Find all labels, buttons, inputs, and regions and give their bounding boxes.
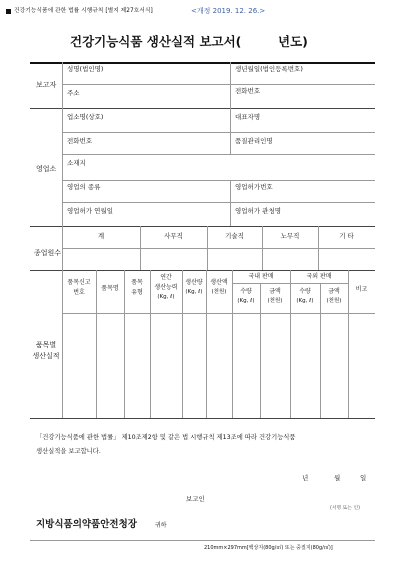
col-divider bbox=[230, 108, 231, 154]
export-amt-unit: (천원) bbox=[326, 298, 342, 304]
reporter-name-label: 성명(법인명) bbox=[67, 65, 104, 73]
col-divider bbox=[150, 270, 151, 418]
table-top-rule bbox=[30, 62, 375, 64]
col-note: 비고 bbox=[355, 286, 368, 293]
date-month: 월 bbox=[334, 474, 341, 482]
form-title: 건강기능식품 생산실적 보고서( bbox=[70, 34, 242, 49]
col-item-type: 품목 bbox=[131, 279, 143, 286]
col-capacity-unit: (Kg, ℓ) bbox=[157, 294, 175, 300]
col-capacity-2: 생산능력 bbox=[154, 284, 178, 291]
export-qty: 수량 bbox=[299, 288, 311, 295]
rule bbox=[30, 108, 375, 109]
permit-number-label: 영업허가번호 bbox=[235, 183, 273, 191]
reporter-address-label: 주소 bbox=[67, 89, 80, 97]
employees-col-total: 계 bbox=[97, 232, 105, 240]
rule bbox=[62, 202, 375, 203]
rule bbox=[62, 180, 375, 181]
col-domestic-sales: 국내 판매 bbox=[248, 273, 274, 280]
col-capacity: 연간 bbox=[160, 274, 172, 281]
date-year: 년 bbox=[302, 474, 309, 482]
domestic-amt: 금액 bbox=[269, 288, 281, 295]
business-phone-label: 전화번호 bbox=[67, 137, 93, 145]
rule bbox=[62, 84, 375, 85]
col-amount: 생산액 bbox=[210, 279, 228, 286]
employees-col-technical: 기술직 bbox=[225, 232, 244, 240]
col-divider bbox=[230, 62, 231, 108]
rule bbox=[62, 313, 375, 314]
domestic-qty-unit: (Kg, ℓ) bbox=[237, 298, 255, 304]
date-day: 일 bbox=[360, 474, 367, 482]
export-qty-unit: (Kg, ℓ) bbox=[296, 298, 314, 304]
business-location-label: 소재지 bbox=[67, 159, 86, 167]
production-section-label: 품목별 bbox=[35, 341, 57, 349]
form-title-year-suffix: 년도) bbox=[278, 34, 308, 49]
col-item-name: 품목명 bbox=[101, 285, 119, 292]
revision-note: <개정 2019. 12. 26.> bbox=[191, 7, 266, 15]
col-divider bbox=[230, 180, 231, 226]
col-divider bbox=[96, 270, 97, 418]
domestic-qty: 수량 bbox=[240, 288, 252, 295]
employees-col-labor: 노무직 bbox=[280, 232, 300, 240]
permit-authority-label: 영업허가 관청명 bbox=[235, 207, 282, 215]
rule bbox=[30, 418, 375, 419]
reporter-phone-label: 전화번호 bbox=[235, 87, 261, 95]
business-type-label: 영업의 종류 bbox=[67, 183, 101, 191]
col-quantity-unit: (Kg, ℓ) bbox=[185, 289, 203, 295]
employees-col-office: 사무직 bbox=[164, 232, 183, 240]
rule bbox=[30, 540, 375, 541]
rule bbox=[62, 132, 375, 133]
col-report-number: 품목신고 bbox=[67, 279, 91, 286]
rule bbox=[30, 270, 375, 271]
employees-section-label: 종업원수 bbox=[34, 249, 62, 257]
business-section-label: 영업소 bbox=[36, 165, 57, 173]
reporter-section-label: 보고자 bbox=[36, 81, 57, 89]
col-amount-unit: (천원) bbox=[211, 289, 227, 295]
permit-date-label: 영업허가 연월일 bbox=[67, 207, 114, 215]
business-name-label: 업소명(상호) bbox=[67, 113, 104, 121]
production-section-label-2: 생산실적 bbox=[32, 352, 60, 360]
paper-spec-footer: 210mm×297mm[백상지(80g/㎡) 또는 중질지(80g/㎡)] bbox=[204, 545, 333, 551]
quality-manager-label: 품질관리인명 bbox=[235, 137, 273, 145]
statement-line-2: 생산실적을 보고합니다. bbox=[36, 448, 101, 455]
reporter-birth-label: 생년월일(법인등록번호) bbox=[235, 65, 303, 73]
rule bbox=[62, 154, 375, 155]
reporter-signature-label: 보고인 bbox=[186, 495, 205, 503]
regulation-reference: 건강기능식품에 관한 법률 시행규칙 [별지 제27호서식] bbox=[14, 8, 153, 14]
col-quantity: 생산량 bbox=[185, 279, 203, 286]
col-report-number-2: 번호 bbox=[73, 289, 85, 296]
rule bbox=[30, 226, 375, 227]
col-divider bbox=[62, 62, 63, 418]
col-export-sales: 국외 판매 bbox=[306, 273, 332, 280]
employees-col-other: 기 타 bbox=[339, 232, 354, 240]
rule bbox=[62, 248, 375, 249]
recipient-suffix: 귀하 bbox=[155, 522, 167, 529]
bullet-square-icon bbox=[6, 9, 11, 14]
statement-line-1: 「건강기능식품에 관한 법률」 제10조제2항 및 같은 법 시행규칙 제13조에 따라 건강기능식품 bbox=[36, 434, 296, 441]
col-item-type-2: 유형 bbox=[131, 289, 143, 296]
recipient-name: 지방식품의약품안전청장 bbox=[36, 519, 137, 530]
domestic-amt-unit: (천원) bbox=[267, 298, 283, 304]
export-amt: 금액 bbox=[328, 288, 340, 295]
signature-note: (서명 또는 인) bbox=[330, 506, 360, 511]
business-representative-label: 대표자명 bbox=[235, 113, 261, 121]
